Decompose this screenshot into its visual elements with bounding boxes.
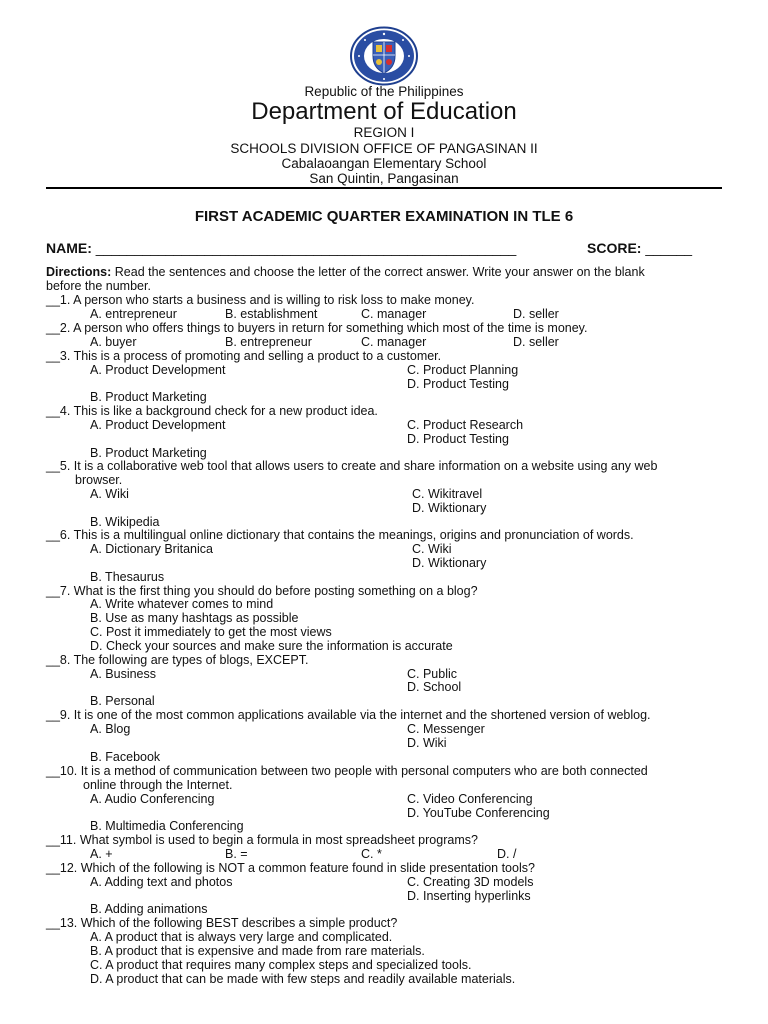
question-13: __13. Which of the following BEST describes a simple product?	[46, 916, 398, 930]
question-5: __5. It is a collaborative web tool that allows users to create and share information on a website using any web	[46, 459, 658, 473]
q13-option-c: C. A product that requires many complex steps and specialized tools.	[90, 958, 472, 972]
location-line: San Quintin, Pangasinan	[309, 171, 459, 186]
republic-line: Republic of the Philippines	[304, 84, 464, 99]
q3-option-c: C. Product Planning	[407, 363, 519, 377]
q8-option-c: C. Public	[407, 667, 458, 681]
score-blank[interactable]: ______	[645, 240, 693, 256]
q6-option-d: D. Wiktionary	[412, 556, 487, 570]
name-field[interactable]	[46, 240, 516, 256]
question-6: __6. This is a multilingual online dictionary that contains the meanings, origins and pronunciation of words.	[46, 528, 634, 542]
question-3: __3. This is a process of promoting and selling a product to a customer.	[46, 349, 442, 363]
q11-option-c: C. *	[361, 847, 382, 861]
directions	[46, 265, 645, 279]
q7-option-c: C. Post it immediately to get the most views	[90, 625, 332, 639]
name-blank[interactable]: ______________________________________________________	[95, 240, 517, 256]
score-label: SCORE:	[587, 240, 642, 256]
q7-option-d: D. Check your sources and make sure the information is accurate	[90, 639, 453, 653]
header-divider	[46, 187, 722, 189]
exam-title: FIRST ACADEMIC QUARTER EXAMINATION IN TLE 6	[194, 208, 574, 225]
region-line: REGION I	[353, 125, 415, 140]
q5-option-a: A. Wiki	[90, 487, 129, 501]
question-1: __1. A person who starts a business and is willing to risk loss to make money.	[46, 293, 475, 307]
q4-option-b: B. Product Marketing	[90, 446, 207, 460]
q3-option-d: D. Product Testing	[407, 377, 509, 391]
q5-option-c: C. Wikitravel	[412, 487, 483, 501]
q2-option-b: B. entrepreneur	[225, 335, 312, 349]
q1-option-a: A. entrepreneur	[90, 307, 177, 321]
deped-seal-logo	[349, 26, 419, 86]
question-8: __8. The following are types of blogs, EXCEPT.	[46, 653, 309, 667]
q13-option-b: B. A product that is expensive and made from rare materials.	[90, 944, 425, 958]
directions-text: Read the sentences and choose the letter of the correct answer. Write your answer on the blank	[111, 265, 645, 279]
question-4: __4. This is like a background check for a new product idea.	[46, 404, 378, 418]
q9-option-c: C. Messenger	[407, 722, 485, 736]
score-field[interactable]	[587, 240, 692, 256]
q6-option-a: A. Dictionary Britanica	[90, 542, 213, 556]
school-line: Cabalaoangan Elementary School	[281, 156, 487, 171]
q12-option-b: B. Adding animations	[90, 902, 208, 916]
q10-option-a: A. Audio Conferencing	[90, 792, 215, 806]
q6-option-b: B. Thesaurus	[90, 570, 165, 584]
q4-option-c: C. Product Research	[407, 418, 524, 432]
question-2: __2. A person who offers things to buyers in return for something which most of the time is money.	[46, 321, 588, 335]
question-5-cont: browser.	[75, 473, 123, 487]
division-line: SCHOOLS DIVISION OFFICE OF PANGASINAN II	[230, 141, 538, 156]
question-11: __11. What symbol is used to begin a formula in most spreadsheet programs?	[46, 833, 478, 847]
q1-option-b: B. establishment	[225, 307, 318, 321]
q5-option-d: D. Wiktionary	[412, 501, 487, 515]
q6-option-c: C. Wiki	[412, 542, 452, 556]
q13-option-a: A. A product that is always very large and complicated.	[90, 930, 393, 944]
question-12: __12. Which of the following is NOT a common feature found in slide presentation tools?	[46, 861, 535, 875]
department-title: Department of Education	[251, 98, 517, 125]
q9-option-d: D. Wiki	[407, 736, 447, 750]
question-10-cont: online through the Internet.	[83, 778, 233, 792]
q11-option-d: D. /	[497, 847, 517, 861]
q3-option-a: A. Product Development	[90, 363, 226, 377]
q12-option-a: A. Adding text and photos	[90, 875, 233, 889]
q10-option-d: D. YouTube Conferencing	[407, 806, 550, 820]
q5-option-b: B. Wikipedia	[90, 515, 160, 529]
q10-option-c: C. Video Conferencing	[407, 792, 533, 806]
q9-option-a: A. Blog	[90, 722, 131, 736]
q3-option-b: B. Product Marketing	[90, 390, 207, 404]
q7-option-b: B. Use as many hashtags as possible	[90, 611, 299, 625]
q4-option-a: A. Product Development	[90, 418, 226, 432]
q11-option-a: A. +	[90, 847, 113, 861]
q2-option-d: D. seller	[513, 335, 559, 349]
question-9: __9. It is one of the most common applications available via the internet and the shortened version of weblog.	[46, 708, 651, 722]
q11-option-b: B. =	[225, 847, 248, 861]
q1-option-c: C. manager	[361, 307, 427, 321]
q1-option-d: D. seller	[513, 307, 559, 321]
q2-option-a: A. buyer	[90, 335, 137, 349]
q12-option-c: C. Creating 3D models	[407, 875, 534, 889]
q12-option-d: D. Inserting hyperlinks	[407, 889, 531, 903]
q2-option-c: C. manager	[361, 335, 427, 349]
q8-option-b: B. Personal	[90, 694, 155, 708]
q4-option-d: D. Product Testing	[407, 432, 509, 446]
q13-option-d: D. A product that can be made with few steps and readily available materials.	[90, 972, 516, 986]
question-7: __7. What is the first thing you should do before posting something on a blog?	[46, 584, 478, 598]
question-10: __10. It is a method of communication between two people with personal computers who are both connected	[46, 764, 648, 778]
q8-option-d: D. School	[407, 680, 462, 694]
directions-cont: before the number.	[46, 279, 151, 293]
q8-option-a: A. Business	[90, 667, 157, 681]
q10-option-b: B. Multimedia Conferencing	[90, 819, 244, 833]
name-label: NAME:	[46, 240, 92, 256]
q9-option-b: B. Facebook	[90, 750, 161, 764]
q7-option-a: A. Write whatever comes to mind	[90, 597, 274, 611]
directions-label: Directions:	[46, 265, 112, 279]
